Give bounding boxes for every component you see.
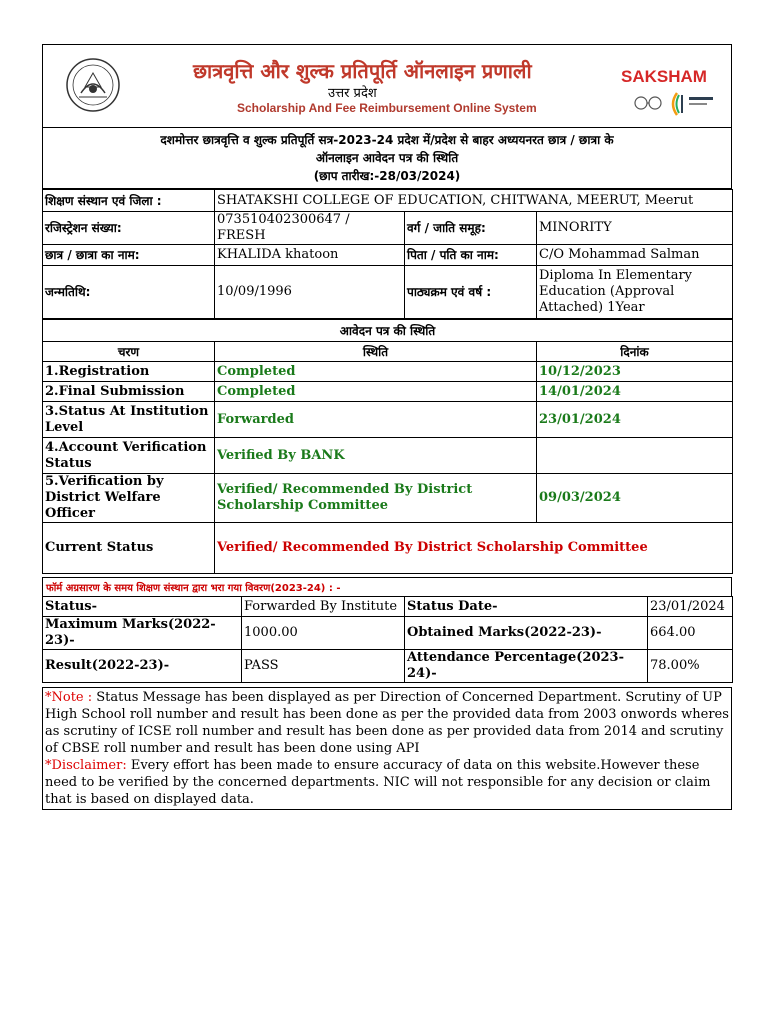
table-row [43,650,733,683]
dob-course-row [43,266,733,319]
attendance-label: Attendance Percentage(2023-24)- [405,650,648,683]
current-status-row [43,523,733,574]
date-cell: 09/03/2024 [537,474,733,523]
up-emblem-icon [65,57,121,113]
category-label: वर्ग / जाति समूह: [405,212,537,245]
father-name-label: पिता / पति का नाम: [405,245,537,266]
table-row [43,382,733,402]
col-stage: चरण [43,342,215,362]
status-cell: Completed [215,362,537,382]
note-box [42,687,732,810]
table-row [43,474,733,523]
note-text: Status Message has been displayed as per Direction of Concerned Department. Scrutiny of UP High School roll number and result has been done as per the provided data from 2003 onwords wheres as scrutiny of ICSE roll number and result has been done as per provided data from 2014 and scrutiny of CBSE roll number and result has been done using API [45,690,729,756]
title-line-2: ऑनलाइन आवेदन पत्र की स्थिति [315,151,459,165]
page-header [42,44,732,127]
date-cell: 10/12/2023 [537,362,733,382]
result-label: Result(2022-23)- [43,650,242,683]
print-date: (छाप तारीख:-28/03/2024) [313,169,461,183]
status-header-row [43,342,733,362]
table-row [43,362,733,382]
current-status-value: Verified/ Recommended By District Scholarship Committee [215,523,733,574]
category-value: MINORITY [537,212,733,245]
marks-table [42,596,733,683]
state-name: उत्तर प्रदेश [328,86,377,101]
registration-value: 073510402300647 / FRESH [215,212,405,245]
dob-label: जन्मतिथि: [43,266,215,319]
col-status: स्थिति [215,342,537,362]
obtained-marks-value: 664.00 [648,617,733,650]
status-cell: Verified By BANK [215,438,537,474]
stage-cell: 1.Registration [43,362,215,382]
date-cell [537,438,733,474]
english-title: Scholarship And Fee Reimbursement Online System [237,101,537,115]
max-marks-value: 1000.00 [242,617,405,650]
status-cell: Completed [215,382,537,402]
stage-cell: 4.Account Verification Status [43,438,215,474]
saksham-brand: SAKSHAM [621,67,707,86]
disclaimer-text: Every effort has been made to ensure accuracy of data on this website.However these need to be verified by the concerned departments. NIC will not responsible for any decision or claim that is based on displayed data. [45,758,711,807]
course-value: Diploma In Elementary Education (Approval Attached) 1Year [537,266,733,319]
note-label: *Note : [45,690,93,705]
status-label: Status- [43,597,242,617]
student-details-table [42,189,733,319]
status-date-value: 23/01/2024 [648,597,733,617]
max-marks-label: Maximum Marks(2022-23)- [43,617,242,650]
table-row [43,402,733,438]
disclaimer-label: *Disclaimer: [45,758,127,773]
course-label: पाठ्यक्रम एवं वर्ष : [405,266,537,319]
stage-cell: 2.Final Submission [43,382,215,402]
marks-caption: फॉर्म अग्रसारण के समय शिक्षण संस्थान द्वारा भरा गया विवरण(2023-24) : - [42,577,732,596]
obtained-marks-label: Obtained Marks(2022-23)- [405,617,648,650]
stage-cell: 3.Status At Institution Level [43,402,215,438]
col-date: दिनांक [537,342,733,362]
dob-value: 10/09/1996 [215,266,405,319]
table-row [43,617,733,650]
status-section-heading: आवेदन पत्र की स्थिति [43,320,733,342]
application-title [42,127,732,189]
date-cell: 23/01/2024 [537,402,733,438]
institution-label: शिक्षण संस्थान एवं जिला : [43,190,215,212]
application-status-table [42,319,733,574]
student-name-label: छात्र / छात्रा का नाम: [43,245,215,266]
father-name-value: C/O Mohammad Salman [537,245,733,266]
date-cell: 14/01/2024 [537,382,733,402]
status-cell: Forwarded [215,402,537,438]
name-row [43,245,733,266]
registration-label: रजिस्ट्रेशन संख्या: [43,212,215,245]
attendance-value: 78.00% [648,650,733,683]
status-sheet [42,44,732,810]
status-cell: Verified/ Recommended By District Scholarship Committee [215,474,537,523]
hindi-title: छात्रवृत्ति और शुल्क प्रतिपूर्ति ऑनलाइन प्रणाली [193,59,532,83]
student-name-value: KHALIDA khatoon [215,245,405,266]
current-status-label: Current Status [43,523,215,574]
status-value: Forwarded By Institute [242,597,405,617]
table-row [43,438,733,474]
status-date-label: Status Date- [405,597,648,617]
table-row [43,597,733,617]
digital-india-logo-icon [629,89,719,119]
institution-row [43,190,733,212]
registration-row [43,212,733,245]
title-line-1: दशमोत्तर छात्रवृत्ति व शुल्क प्रतिपूर्ति सत्र-2023-24 प्रदेश में/प्रदेश से बाहर अध्ययनरत छात्र / छात्रा के [160,133,614,147]
result-value: PASS [242,650,405,683]
stage-cell: 5.Verification by District Welfare Officer [43,474,215,523]
institution-value: SHATAKSHI COLLEGE OF EDUCATION, CHITWANA, MEERUT, Meerut [215,190,733,212]
